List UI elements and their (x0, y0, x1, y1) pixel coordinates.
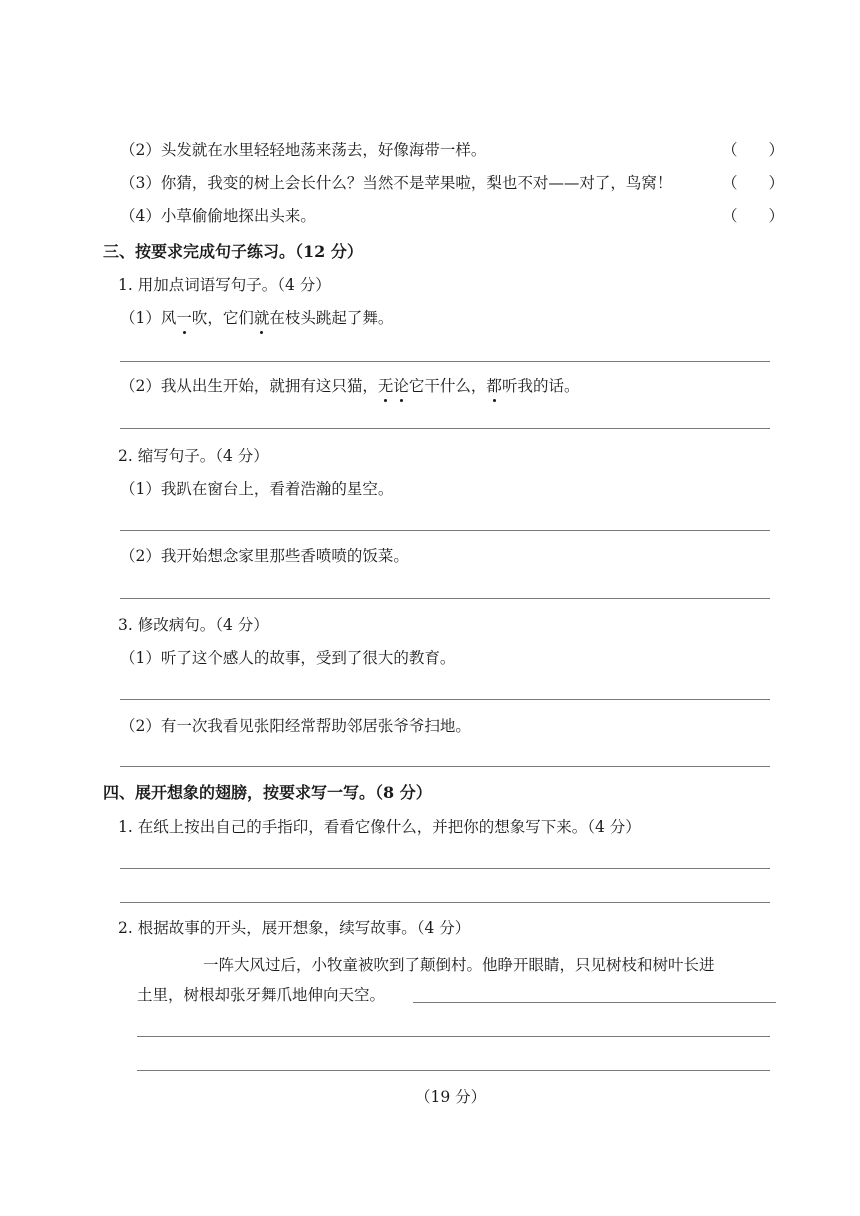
answer-paren-2[interactable]: （ ） (722, 141, 785, 159)
q3-1-title: 1. 用加点词语写句子。（4 分） (118, 276, 331, 294)
section-3-heading: 三、按要求完成句子练习。（12 分） (103, 242, 363, 261)
answer-line[interactable] (120, 902, 770, 903)
emphasis-dot-char: 一 (176, 309, 192, 327)
q3-1-sentence-1: （1）风一吹，它们就在枝头跳起了舞。 (120, 309, 394, 327)
answer-line[interactable] (120, 428, 770, 429)
answer-line[interactable] (120, 598, 770, 599)
answer-paren-4[interactable]: （ ） (722, 207, 785, 225)
answer-line[interactable] (137, 1036, 770, 1037)
q3-3-sentence-1: （1）听了这个感人的故事，受到了很大的教育。 (120, 649, 456, 667)
q4-2-title: 2. 根据故事的开头，展开想象，续写故事。（4 分） (118, 919, 471, 937)
emphasis-dot-char: 论 (393, 377, 409, 395)
q4-1-title: 1. 在纸上按出自己的手指印，看看它像什么，并把你的想象写下来。（4 分） (118, 818, 641, 836)
answer-line[interactable] (120, 530, 770, 531)
emphasis-dot-char: 无 (377, 377, 394, 395)
answer-line[interactable] (120, 361, 770, 362)
q3-3-title: 3. 修改病句。（4 分） (118, 616, 269, 634)
story-start-line-2: 土里，树根却张牙舞爪地伸向天空。 (137, 986, 386, 1004)
q3-2-sentence-2: （2）我开始想念家里那些香喷喷的饭菜。 (120, 547, 409, 565)
answer-paren-3[interactable]: （ ） (722, 174, 785, 192)
story-start-line-1: 一阵大风过后，小牧童被吹到了颠倒村。他睁开眼睛，只见树枝和树叶长进 (203, 956, 715, 974)
emphasis-dot-char: 就 (253, 309, 270, 327)
q3-3-sentence-2: （2）有一次我看见张阳经常帮助邻居张爷爷扫地。 (120, 717, 471, 735)
answer-line[interactable] (413, 1002, 776, 1003)
judge-item-3: （3）你猜，我变的树上会长什么？当然不是苹果啦，梨也不对——对了，鸟窝！ (120, 174, 673, 192)
judge-item-2: （2）头发就在水里轻轻地荡来荡去，好像海带一样。 (120, 141, 487, 159)
q3-2-title: 2. 缩写句子。（4 分） (118, 447, 269, 465)
score-footer: （19 分） (415, 1088, 487, 1106)
answer-line[interactable] (137, 1070, 770, 1071)
answer-line[interactable] (120, 766, 770, 767)
q3-1-sentence-2: （2）我从出生开始，就拥有这只猫，无论它干什么，都听我的话。 (120, 377, 580, 395)
answer-line[interactable] (120, 699, 770, 700)
answer-line[interactable] (120, 868, 770, 869)
section-4-heading: 四、展开想象的翅膀，按要求写一写。（8 分） (103, 783, 432, 802)
emphasis-dot-char: 都 (486, 377, 502, 395)
judge-item-4: （4）小草偷偷地探出头来。 (120, 207, 316, 225)
q3-2-sentence-1: （1）我趴在窗台上，看着浩瀚的星空。 (120, 480, 394, 498)
